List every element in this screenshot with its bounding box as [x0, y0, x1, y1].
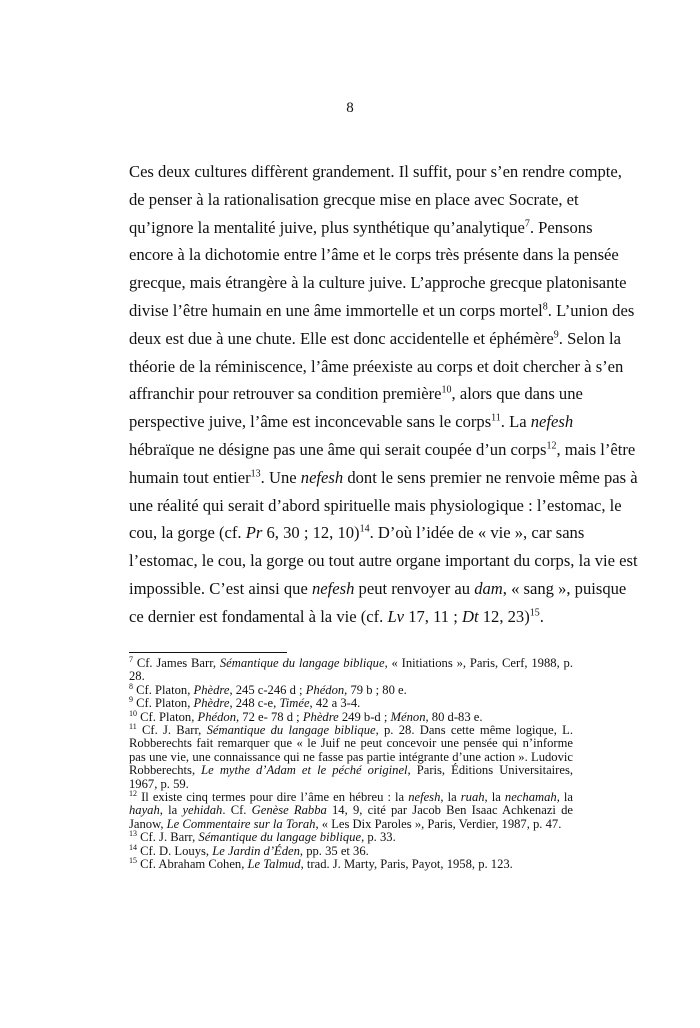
text-run: théorie de la réminiscence, l’âme préexiste au corps et doit chercher à s’en — [129, 356, 624, 376]
text-line — [129, 464, 638, 492]
text-run: Cf. J. Barr, — [137, 830, 199, 845]
italic-text: Le Jardin d’Éden — [212, 843, 300, 858]
text-run: , « Initiations », Paris, Cerf, 1988, p. 28. — [129, 656, 573, 684]
text-run: , « sang », puisque — [502, 578, 627, 598]
footnote-ref: 14 — [129, 842, 137, 852]
footnote-ref: 8 — [129, 681, 133, 691]
italic-text: Le Commentaire sur la Torah — [166, 816, 316, 831]
footnote-ref: 10 — [129, 708, 137, 718]
text-line — [129, 603, 573, 631]
text-run: , la — [440, 790, 461, 805]
italic-text: nefesh — [408, 790, 441, 805]
text-run: . La — [500, 412, 531, 432]
footnote-separator — [129, 652, 287, 653]
text-run: , 248 c-e, — [229, 696, 280, 711]
text-run: de penser à la rationalisation grecque mise en place avec Socrate, et — [129, 189, 579, 209]
text-run: dont le sens premier ne renvoie même pas à — [343, 467, 638, 487]
text-run: , 42 a 3-4. — [309, 696, 361, 711]
text-line — [129, 325, 622, 353]
italic-text: nefesh — [300, 467, 344, 487]
text-run: , pp. 35 et 36. — [299, 843, 369, 858]
text-run: 6, 30 ; 12, 10) — [262, 523, 360, 543]
page-number: 8 — [346, 100, 354, 116]
text-run: Il existe cinq termes pour dire l’âme en hébreu : la — [137, 790, 409, 805]
text-line — [129, 575, 627, 603]
text-run: . Pensons — [529, 217, 593, 237]
footnote-ref: 13 — [129, 829, 137, 839]
footnote-ref: 14 — [359, 523, 370, 535]
italic-text: Sémantique du langage biblique — [198, 830, 362, 845]
text-line — [129, 241, 619, 269]
text-run: Cf. D. Louys, — [137, 843, 213, 858]
text-run: , p. 28. Dans cette même logique, L. Robberechts fait remarquer que « le Juif ne peut concevoir une pensée qui n’informe pas une vie, une connaissance qui ne fasse pas partie intégrante d’une action ». Ludovic Robberechts, — [129, 723, 573, 778]
italic-text: Pr — [245, 523, 263, 543]
text-run: . Une — [260, 467, 301, 487]
text-line — [129, 214, 593, 242]
italic-text: Dt — [461, 606, 479, 626]
text-run: 12, 23) — [478, 606, 530, 626]
text-run: . Cf. — [222, 803, 252, 818]
text-run: . Selon la — [558, 328, 622, 348]
text-run: impossible. C’est ainsi que — [129, 578, 312, 598]
text-line — [129, 297, 635, 325]
italic-text: Ménon, — [390, 709, 429, 724]
footnote — [129, 721, 573, 791]
footnote-ref: 9 — [129, 695, 133, 705]
italic-text: hayah — [129, 803, 160, 818]
footnote-ref: 11 — [129, 721, 137, 731]
italic-text: Le Talmud — [247, 857, 301, 872]
text-run: 249 b-d ; — [338, 709, 391, 724]
italic-text: nefesh — [311, 578, 355, 598]
text-run: , alors que dans une — [451, 384, 583, 404]
footnote-ref: 12 — [129, 788, 137, 798]
text-run: grecque, mais étrangère à la culture juive. L’approche grecque platonisante — [129, 273, 627, 293]
text-line — [129, 158, 622, 186]
text-run: Ces deux cultures diffèrent grandement. Il suffit, pour s’en rendre compte, — [129, 162, 622, 181]
text-run: , p. 33. — [361, 830, 396, 845]
footnote-ref: 15 — [129, 855, 137, 865]
text-run: perspective juive, l’âme est inconcevable sans le corps — [129, 412, 492, 432]
body-text — [129, 158, 638, 631]
italic-text: Le mythe d’Adam et le péché originel — [201, 763, 408, 778]
footnotes — [129, 654, 573, 872]
italic-text: Phèdre — [302, 709, 339, 724]
text-run: deux est due à une chute. Elle est donc accidentelle et éphémère — [129, 328, 554, 348]
text-line — [129, 408, 573, 436]
italic-text: Timée — [279, 696, 310, 711]
text-line — [129, 492, 622, 520]
text-line — [129, 380, 583, 408]
text-run: , trad. J. Marty, Paris, Payot, 1958, p. 123. — [300, 857, 513, 872]
text-line — [129, 269, 627, 297]
italic-text: nefesh — [530, 412, 574, 432]
text-run: , « Les Dix Paroles », Paris, Verdier, 1987, p. 47. — [315, 816, 562, 831]
text-run: , la — [484, 790, 505, 805]
italic-text: Lv — [387, 606, 405, 626]
text-run: 72 e- 78 d ; — [239, 709, 303, 724]
text-run: , Paris, Éditions Universitaires, 1967, p. 59. — [129, 763, 573, 791]
footnote-ref: 7 — [524, 218, 530, 230]
text-line — [129, 186, 579, 214]
text-line — [129, 353, 624, 381]
footnote-ref: 9 — [553, 329, 559, 341]
text-run: Cf. Platon, — [133, 696, 194, 711]
text-run: , la — [556, 790, 573, 805]
italic-text: ruah — [460, 790, 485, 805]
text-run: humain tout entier — [129, 467, 251, 487]
text-run: l’estomac, le cou, la gorge ou tout autre organe important du corps, la vie est — [129, 551, 638, 571]
text-run: ce dernier est fondamental à la vie (cf. — [129, 606, 388, 626]
italic-text: Phèdre — [193, 682, 230, 697]
italic-text: dam — [474, 578, 503, 598]
footnote — [129, 654, 573, 684]
italic-text: yehidah — [182, 803, 223, 818]
footnote — [129, 697, 573, 710]
text-run: Cf. J. Barr, — [136, 723, 207, 738]
footnote-ref: 11 — [491, 412, 501, 424]
footnote-ref: 8 — [542, 301, 548, 313]
text-line — [129, 519, 585, 547]
text-run: encore à la dichotomie entre l’âme et le corps très présente dans la pensée — [129, 245, 619, 265]
italic-text: Sémantique du langage biblique — [219, 656, 385, 670]
text-run: 80 d-83 e. — [428, 709, 483, 724]
text-run: Cf. Platon, — [137, 709, 198, 724]
text-run: Cf. James Barr, — [133, 656, 220, 670]
text-run: Cf. Abraham Cohen, — [137, 857, 248, 872]
text-run: . D’où l’idée de « vie », car sans — [369, 523, 585, 543]
italic-text: Sémantique du langage biblique — [206, 723, 376, 738]
italic-text: Phédon, — [197, 709, 240, 724]
text-run: 79 b ; 80 e. — [347, 682, 407, 697]
text-run: Cf. Platon, — [133, 682, 194, 697]
text-line — [129, 436, 636, 464]
footnote-ref: 12 — [546, 440, 557, 452]
text-run: peut renvoyer au — [354, 578, 475, 598]
italic-text: Genèse Rabba — [251, 803, 327, 818]
text-run: . L’union des — [547, 300, 635, 320]
text-run: qu’ignore la mentalité juive, plus synthétique qu’analytique — [129, 217, 525, 237]
text-run: . — [539, 606, 544, 626]
text-run: cou, la gorge (cf. — [129, 523, 246, 543]
text-run: hébraïque ne désigne pas une âme qui serait coupée d’un corps — [129, 439, 547, 459]
italic-text: nechamah — [504, 790, 557, 805]
text-run: une réalité qui serait d’abord spirituelle mais physiologique : l’estomac, le — [129, 495, 622, 515]
footnote — [129, 855, 573, 872]
text-run: , 245 c-246 d ; — [229, 682, 306, 697]
italic-text: Phèdre — [193, 696, 230, 711]
footnote-ref: 7 — [129, 654, 133, 664]
footnote-ref: 15 — [529, 607, 540, 619]
italic-text: Phédon, — [305, 682, 348, 697]
text-run: divise l’être humain en une âme immortelle et un corps mortel — [129, 300, 543, 320]
text-run: , mais l’être — [556, 439, 636, 459]
footnote — [129, 788, 573, 831]
footnote-ref: 10 — [441, 384, 452, 396]
text-run: 17, 11 ; — [404, 606, 462, 626]
text-run: , la — [159, 803, 183, 818]
footnote — [129, 831, 573, 844]
footnote-ref: 13 — [250, 468, 261, 480]
text-run: affranchir pour retrouver sa condition première — [129, 384, 442, 404]
text-run: 14, 9, cité par Jacob Ben Isaac Achkenazi de Janow, — [129, 803, 573, 831]
text-line — [129, 547, 638, 575]
